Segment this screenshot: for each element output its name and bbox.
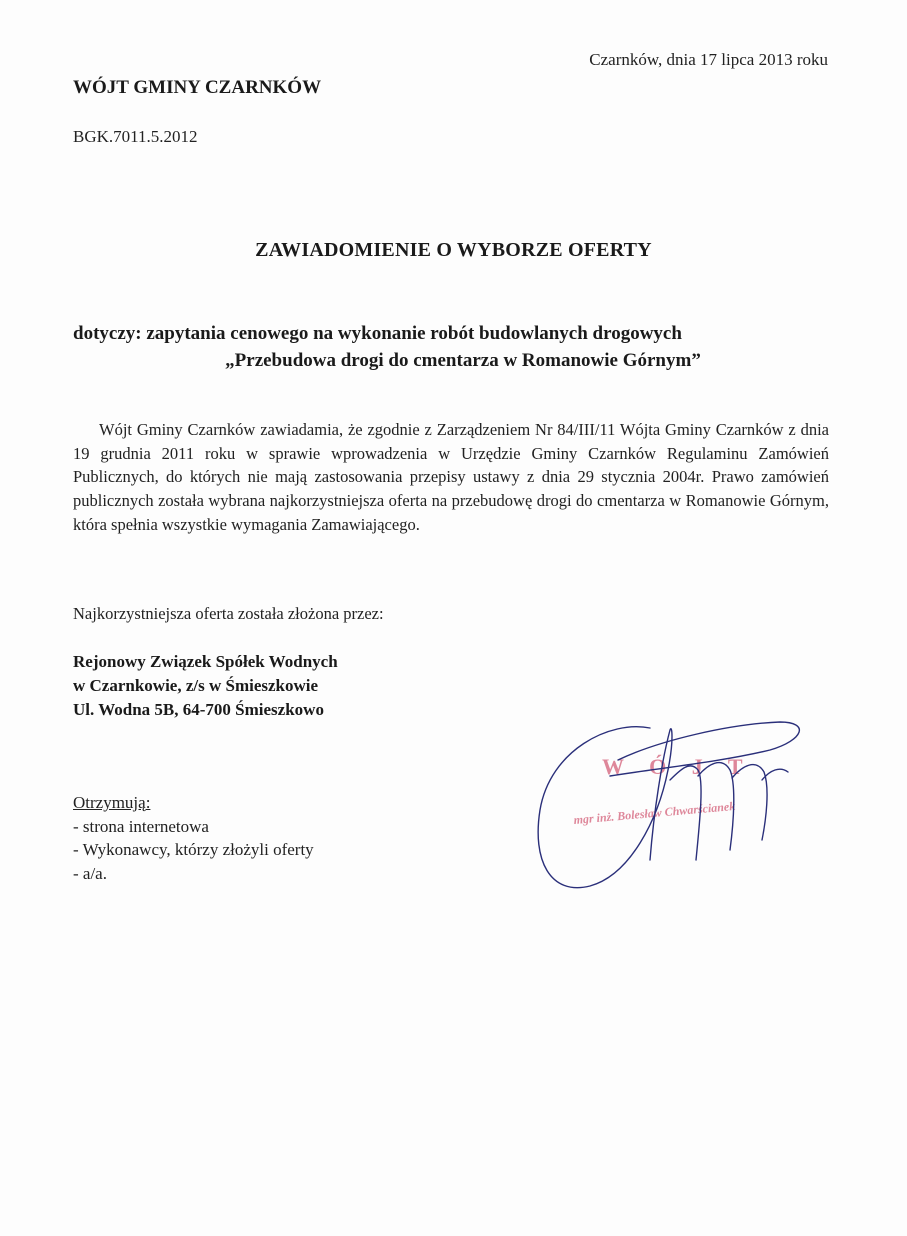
subject (73, 320, 833, 374)
company-name: Rejonowy Związek Spółek Wodnych (73, 652, 338, 671)
issuing-authority: WÓJT GMINY CZARNKÓW (73, 77, 322, 98)
subject-line-1: dotyczy: zapytania cenowego na wykonanie robót budowlanych drogowych (73, 323, 682, 344)
subject-line-2: „Przebudowa drogi do cmentarza w Romanowie Górnym” (225, 350, 701, 371)
reference-number: BGK.7011.5.2012 (73, 127, 198, 146)
body-paragraph: Wójt Gminy Czarnków zawiadamia, że zgodnie z Zarządzeniem Nr 84/III/11 Wójta Gminy Czarnków z dnia 19 grudnia 2011 roku w sprawie wprowadzenia w Urzędzie Gminy Czarnków Regulaminu Zamówień Publicznych, do których nie mają zastosowania przepisy ustawy z dnia 29 stycznia 2004r. Prawo zamówień publicznych została wybrana najkorzystniejsza oferta na przebudowę drogi do cmentarza w Romanowie Górnym, która spełnia wszystkie wymagania Zamawiającego. (73, 420, 829, 534)
recipients-heading: Otrzymują: (73, 793, 151, 812)
recipient-item: - Wykonawcy, którzy złożyli oferty (73, 840, 314, 859)
official-stamp-and-signature (530, 700, 820, 900)
stamp-title: W Ó J T (602, 754, 753, 779)
recipient-item: - a/a. (73, 863, 107, 883)
date-line: Czarnków, dnia 17 lipca 2013 roku (589, 50, 828, 69)
stamp-name: mgr inż. Bolesław Chwarścianek (573, 798, 736, 827)
company-address: Ul. Wodna 5B, 64-700 Śmieszkowo (73, 700, 324, 719)
recipients-list (73, 791, 314, 885)
offer-company (73, 650, 338, 722)
company-seat: w Czarnkowie, z/s w Śmieszkowie (73, 676, 319, 695)
offer-intro: Najkorzystniejsza oferta została złożona przez: (73, 604, 384, 623)
document-title: ZAWIADOMIENIE O WYBORZE OFERTY (255, 239, 652, 261)
stamp-graphic (530, 700, 820, 900)
recipient-item: - strona internetowa (73, 816, 209, 836)
